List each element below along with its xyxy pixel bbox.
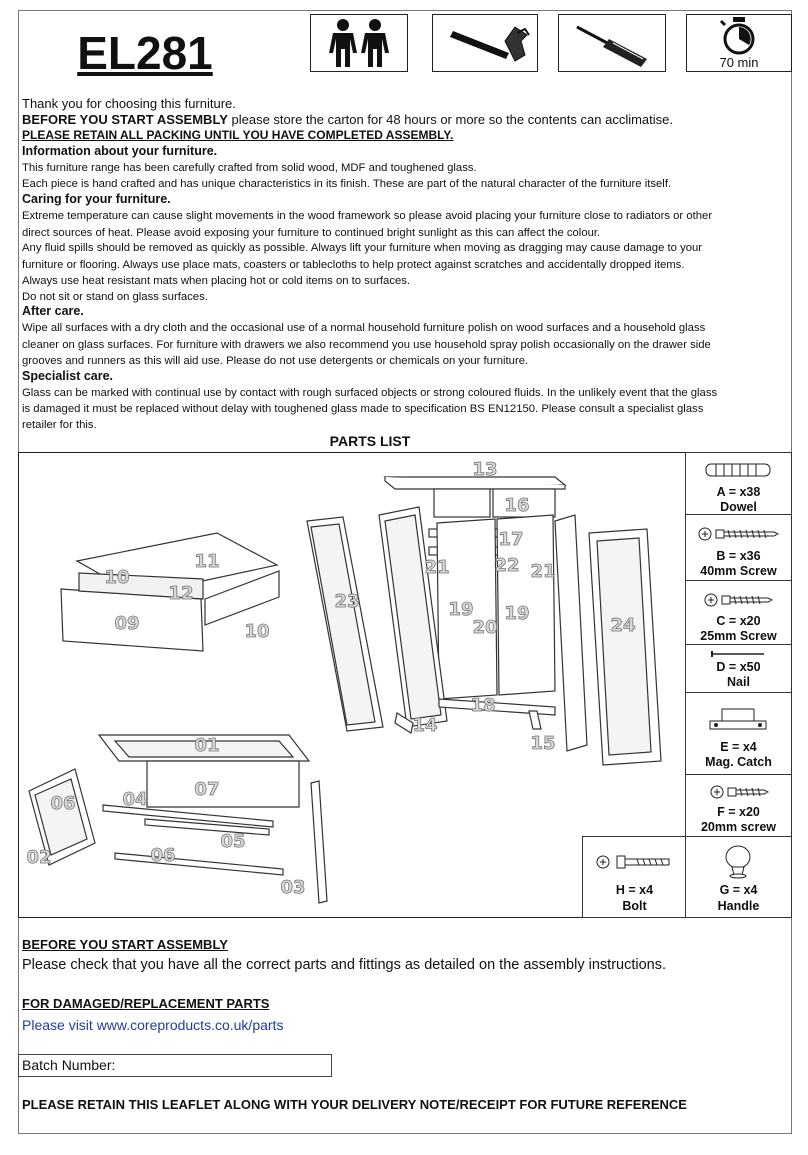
time-box: [686, 14, 792, 72]
model-number: EL281: [77, 27, 213, 79]
part-label-04: 04: [122, 789, 148, 810]
info-heading: Information about your furniture.: [22, 144, 218, 158]
damaged-parts-heading: FOR DAMAGED/REPLACEMENT PARTS: [22, 996, 270, 1011]
screwdriver-icon: [559, 15, 665, 71]
specialist-line-2: is damaged it must be replaced without delay with toughened glass made to specification BS EN12150. Please consult a specialist glass: [22, 403, 704, 415]
after-care-line-3: grooves and runners as this will aid use. Please do not use detergents or chemicals on your furniture.: [22, 355, 529, 367]
part-label-11: 11: [194, 551, 220, 572]
part-label-23: 23: [334, 591, 360, 612]
before-start-rest: please store the carton for 48 hours or more so the contents can acclimatise.: [227, 112, 673, 127]
part-label-03: 03: [280, 877, 306, 898]
caring-line-6: Do not sit or stand on glass surfaces.: [22, 291, 208, 303]
caring-line-4: furniture or flooring. Always use place mats, coasters or tablecloths to help protect against scratches and accidentally dropped items.: [22, 259, 685, 271]
fitting-c: [685, 580, 792, 646]
fitting-a-name: Dowel: [720, 500, 757, 514]
part-label-18: 18: [470, 695, 496, 716]
part-label-13: 13: [472, 459, 498, 480]
part-label-20: 20: [472, 617, 498, 638]
medium-screw-icon: [702, 591, 776, 609]
before-start-bold: BEFORE YOU START ASSEMBLY: [22, 112, 228, 127]
part-label-14: 14: [412, 715, 438, 736]
hammer-box: [432, 14, 538, 72]
long-screw-icon: [696, 525, 780, 543]
fitting-b-qty: B = x36: [716, 549, 761, 563]
part-label-01: 01: [194, 735, 220, 756]
fitting-g-qty: G = x4: [719, 883, 758, 897]
fitting-c-name: 25mm Screw: [700, 629, 777, 643]
part-label-06a: 06: [50, 793, 76, 814]
short-screw-icon: [708, 783, 772, 801]
caring-line-3: Any fluid spills should be removed as quickly as possible. Always lift your furniture when moving as dragging may cause damage to your: [22, 242, 703, 254]
assembly-time: 70 min: [719, 55, 759, 70]
caring-line-1: Extreme temperature can cause slight movements in the wood framework so please avoid placing your furniture close to radiators or other: [22, 210, 713, 222]
stopwatch-icon: [687, 15, 791, 55]
before-start-line: [22, 112, 792, 127]
after-care-heading: After care.: [22, 304, 84, 318]
nail-icon: [708, 649, 768, 659]
after-care-line-2: cleaner on glass surfaces. For furniture with drawers we also recommend you use household spray polish occasionally on the drawer side: [22, 339, 711, 351]
screwdriver-box: [558, 14, 666, 72]
after-care-line-1: Wipe all surfaces with a dry cloth and the occasional use of a normal household furniture polish on wood surfaces and a household glass: [22, 322, 706, 334]
part-label-10b: 10: [244, 621, 270, 642]
specialist-heading: Specialist care.: [22, 369, 114, 383]
thanks-text: Thank you for choosing this furniture.: [22, 96, 236, 111]
part-label-21a: 21: [424, 557, 450, 578]
batch-number-label: Batch Number:: [22, 1057, 116, 1073]
fitting-h-name: Bolt: [622, 899, 647, 913]
two-person-icon: [311, 15, 407, 71]
handle-knob-icon: [718, 843, 758, 881]
part-label-12: 12: [168, 583, 194, 604]
part-label-06b: 06: [150, 845, 176, 866]
people-box: [310, 14, 408, 72]
fitting-h: [582, 836, 687, 918]
fitting-h-qty: H = x4: [615, 883, 654, 897]
specialist-line-3: retailer for this.: [22, 419, 97, 431]
part-label-05: 05: [220, 831, 246, 852]
batch-number-field[interactable]: [18, 1054, 332, 1077]
fitting-f: [685, 774, 792, 838]
fitting-d: [685, 644, 792, 694]
fitting-b: [685, 514, 792, 582]
part-label-09: 09: [114, 613, 140, 634]
info-line-2: Each piece is hand crafted and has unique characteristics in its finish. These are part of the natural character of the furniture itself.: [22, 178, 672, 190]
fitting-e: [685, 692, 792, 776]
part-label-16: 16: [504, 495, 530, 516]
part-label-15: 15: [530, 733, 556, 754]
retain-packing-text: PLEASE RETAIN ALL PACKING UNTIL YOU HAVE COMPLETED ASSEMBLY.: [22, 128, 454, 142]
part-label-07: 07: [194, 779, 220, 800]
before-assembly-heading: BEFORE YOU START ASSEMBLY: [22, 937, 228, 952]
fitting-e-name: Mag. Catch: [705, 755, 772, 769]
part-label-21b: 21: [530, 561, 556, 582]
part-label-24: 24: [610, 615, 636, 636]
caring-heading: Caring for your furniture.: [22, 192, 171, 206]
fitting-f-name: 20mm screw: [700, 820, 777, 834]
before-assembly-text: Please check that you have all the correct parts and fittings as detailed on the assembly instructions.: [22, 957, 666, 973]
parts-list-title: PARTS LIST: [329, 433, 411, 449]
fitting-d-name: Nail: [727, 675, 750, 689]
fitting-e-qty: E = x4: [720, 740, 757, 754]
part-label-17: 17: [498, 529, 524, 550]
fitting-g-name: Handle: [717, 899, 760, 913]
replacement-parts-link[interactable]: Please visit www.coreproducts.co.uk/parts: [22, 1017, 284, 1033]
fitting-g: [685, 836, 792, 918]
magnetic-catch-icon: [706, 703, 770, 733]
fitting-d-qty: D = x50: [716, 660, 761, 674]
hammer-icon: [433, 15, 537, 71]
fitting-a-qty: A = x38: [716, 485, 761, 499]
caring-line-5: Always use heat resistant mats when placing hot or cold items on to surfaces.: [22, 275, 411, 287]
specialist-line-1: Glass can be marked with continual use by contact with rough surfaced objects or strong coloured fluids. In the unlikely event that the glass: [22, 387, 718, 399]
part-label-02: 02: [26, 847, 52, 868]
fitting-a: [685, 452, 792, 516]
part-label-19a: 19: [448, 599, 474, 620]
bolt-icon: [593, 851, 677, 873]
part-label-19b: 19: [504, 603, 530, 624]
part-label-22: 22: [494, 555, 520, 576]
fitting-f-qty: F = x20: [717, 805, 760, 819]
fitting-c-qty: C = x20: [716, 614, 761, 628]
part-label-10a: 10: [104, 567, 130, 588]
info-line-1: This furniture range has been carefully crafted from solid wood, MDF and toughened glass.: [22, 162, 477, 174]
fitting-b-name: 40mm Screw: [700, 564, 777, 578]
dowel-icon: [704, 461, 774, 479]
retain-leaflet-text: PLEASE RETAIN THIS LEAFLET ALONG WITH YOUR DELIVERY NOTE/RECEIPT FOR FUTURE REFERENCE: [22, 1097, 687, 1112]
caring-line-2: direct sources of heat. Please avoid exposing your furniture to continued bright sunlight as this can affect the colour.: [22, 227, 601, 239]
